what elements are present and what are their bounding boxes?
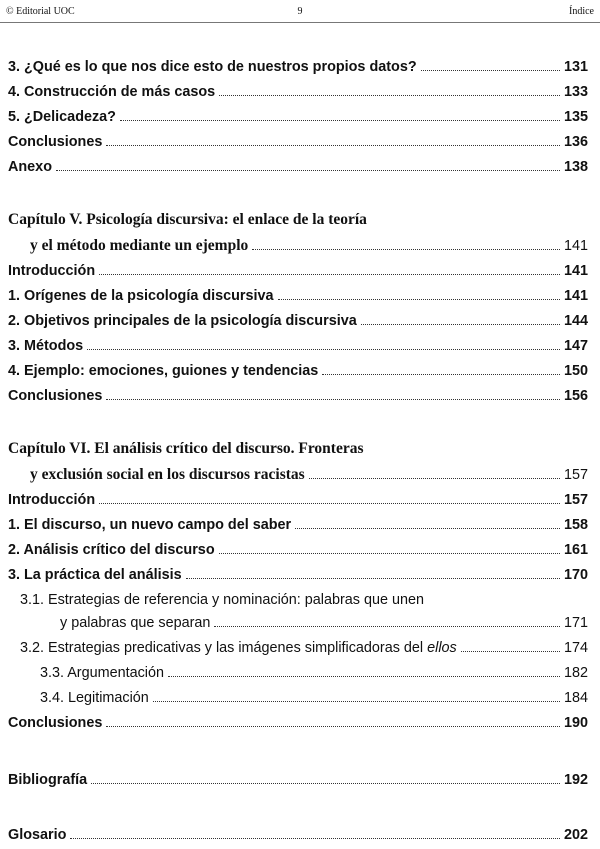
toc-entry[interactable]: 3. La práctica del análisis 170: [8, 567, 588, 583]
toc-entry[interactable]: 3. ¿Qué es lo que nos dice esto de nuestros propios datos? 131: [8, 59, 588, 75]
toc-entry[interactable]: Introducción 141: [8, 263, 588, 279]
toc-entry[interactable]: 5. ¿Delicadeza? 135: [8, 109, 588, 125]
toc-entry-bibliography[interactable]: Bibliografía 192: [8, 772, 588, 788]
chapter-5-title: Capítulo V. Psicología discursiva: el enlace de la teoría: [8, 211, 367, 228]
chapter-6-title: Capítulo VI. El análisis crítico del discurso. Fronteras: [8, 440, 364, 457]
toc-entry[interactable]: 2. Objetivos principales de la psicología discursiva 144: [8, 313, 588, 329]
toc-entry[interactable]: Anexo 138: [8, 159, 588, 175]
toc-entry[interactable]: 1. Orígenes de la psicología discursiva 141: [8, 288, 588, 304]
header-rule: [0, 22, 600, 23]
toc-entry[interactable]: y exclusión social en los discursos racistas 157: [30, 466, 588, 483]
publisher-label: © Editorial UOC: [6, 6, 75, 17]
section-label: Índice: [569, 6, 594, 17]
toc-entry[interactable]: 4. Construcción de más casos 133: [8, 84, 588, 100]
toc-subentry[interactable]: y palabras que separan 171: [60, 615, 588, 631]
toc-subentry[interactable]: 3.4. Legitimación 184: [40, 690, 588, 706]
toc-entry[interactable]: Conclusiones 136: [8, 134, 588, 150]
toc-subentry-heading: 3.1. Estrategias de referencia y nominación: palabras que unen: [20, 592, 424, 608]
toc-entry[interactable]: Conclusiones 156: [8, 388, 588, 404]
toc-subentry[interactable]: 3.3. Argumentación 182: [40, 665, 588, 681]
running-header: [0, 0, 600, 22]
toc-entry[interactable]: 4. Ejemplo: emociones, guiones y tendencias 150: [8, 363, 588, 379]
toc-entry[interactable]: 2. Análisis crítico del discurso 161: [8, 542, 588, 558]
toc-entry[interactable]: 3. Métodos 147: [8, 338, 588, 354]
toc-entry[interactable]: Conclusiones 190: [8, 715, 588, 731]
page-number: 9: [297, 6, 303, 17]
toc-entry[interactable]: 1. El discurso, un nuevo campo del saber 158: [8, 517, 588, 533]
toc-entry[interactable]: y el método mediante un ejemplo 141: [30, 237, 588, 254]
toc-entry[interactable]: Introducción 157: [8, 492, 588, 508]
toc-entry-glossary[interactable]: Glosario 202: [8, 827, 588, 843]
toc-subentry[interactable]: 3.2. Estrategias predicativas y las imágenes simplificadoras del ellos 174: [20, 640, 588, 656]
